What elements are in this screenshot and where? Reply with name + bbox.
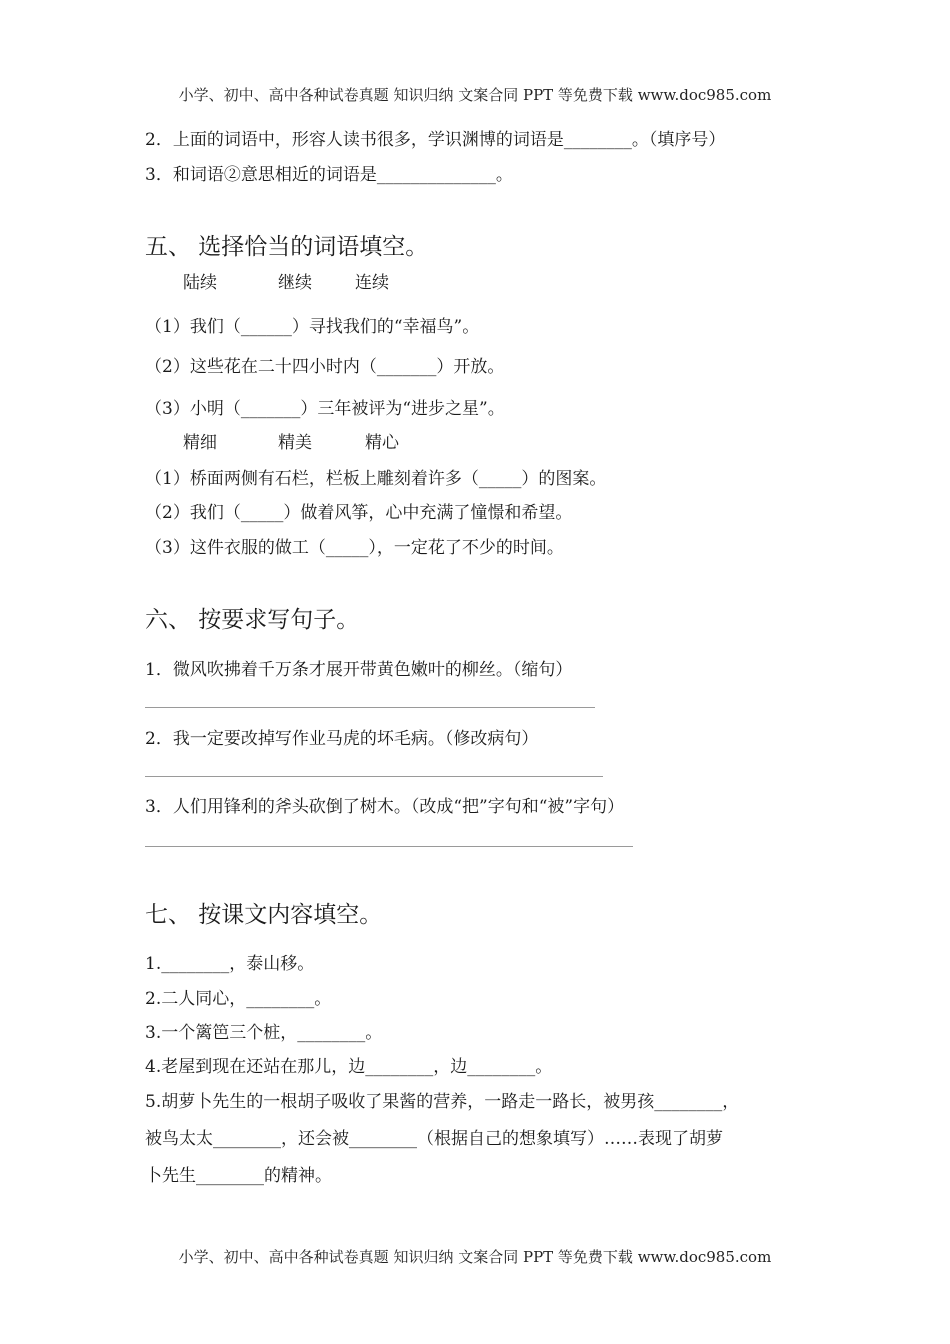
question-7-3: 3.一个篱笆三个桩，________。 [145,1023,383,1043]
question-7-2: 2.二人同心，________。 [145,989,332,1009]
question-4-2: 2．上面的词语中，形容人读书很多，学识渊博的词语是________。（填序号） [145,130,726,150]
question-7-5-line-3: 卜先生________的精神。 [145,1166,332,1186]
question-5-2-2: （2）我们（_____）做着风筝，心中充满了憧憬和希望。 [145,503,573,523]
question-5-1-3: （3）小明（_______）三年被评为“进步之星”。 [145,399,505,419]
answer-line [145,776,603,777]
question-7-1: 1.________，泰山移。 [145,954,315,974]
question-6-2: 2．我一定要改掉写作业马虎的坏毛病。（修改病句） [145,729,539,749]
question-4-3: 3．和词语②意思相近的词语是______________。 [145,165,513,185]
question-7-5-line-2: 被鸟太太________，还会被________（根据自己的想象填写）……表现了胡萝 [145,1129,723,1149]
question-7-4: 4.老屋到现在还站在那儿，边________，边________。 [145,1057,553,1077]
page-header: 小学、初中、高中各种试卷真题 知识归纳 文案合同 PPT 等免费下载 www.doc985.com [178,86,772,104]
word-option: 精心 [365,433,399,453]
word-bank-2 [0,428,950,452]
question-6-3: 3．人们用锋利的斧头砍倒了树木。（改成“把”字句和“被”字句） [145,797,625,817]
section-5-title: 五、 选择恰当的词语填空。 [145,234,429,260]
word-option: 连续 [355,273,389,293]
word-bank-1 [0,268,950,292]
word-option: 继续 [278,273,312,293]
word-option: 精美 [278,433,312,453]
section-7-title: 七、 按课文内容填空。 [145,902,383,928]
question-5-1-2: （2）这些花在二十四小时内（_______）开放。 [145,357,505,377]
section-6-title: 六、 按要求写句子。 [145,607,360,633]
question-5-2-3: （3）这件衣服的做工（_____），一定花了不少的时间。 [145,538,564,558]
word-option: 陆续 [183,273,217,293]
word-option: 精细 [183,433,217,453]
question-5-2-1: （1）桥面两侧有石栏，栏板上雕刻着许多（_____）的图案。 [145,469,607,489]
answer-line [145,707,595,708]
question-5-1-1: （1）我们（______）寻找我们的“幸福鸟”。 [145,317,480,337]
page-footer: 小学、初中、高中各种试卷真题 知识归纳 文案合同 PPT 等免费下载 www.doc985.com [178,1248,772,1266]
question-7-5-line-1: 5.胡萝卜先生的一根胡子吸收了果酱的营养，一路走一路长，被男孩________， [145,1092,740,1112]
question-6-1: 1．微风吹拂着千万条才展开带黄色嫩叶的柳丝。（缩句） [145,660,573,680]
answer-line [145,846,633,847]
